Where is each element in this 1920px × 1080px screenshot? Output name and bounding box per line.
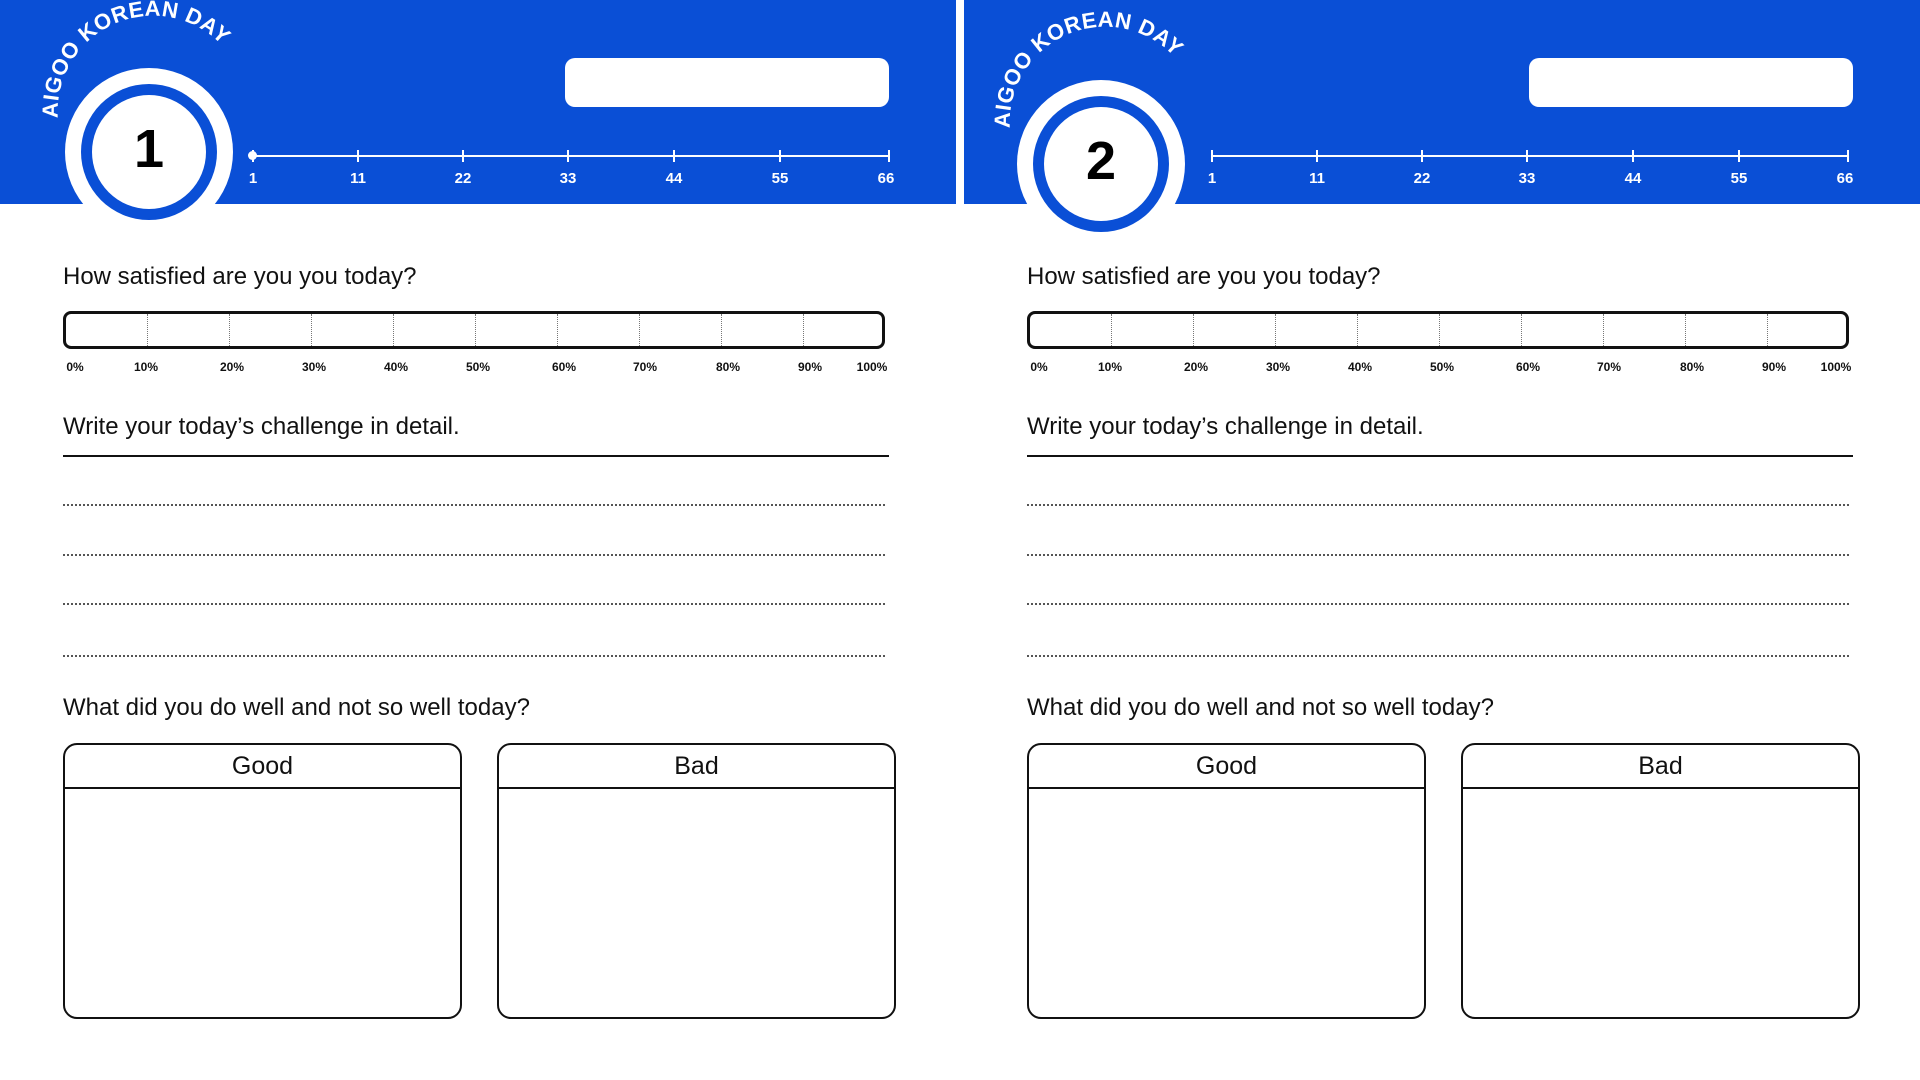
percent-label: 100% — [856, 360, 888, 374]
satisfaction-divider — [639, 314, 640, 346]
percent-label: 70% — [1596, 360, 1622, 374]
satisfaction-bar[interactable] — [63, 311, 885, 349]
timeline-label: 55 — [771, 170, 789, 187]
timeline-tick — [1421, 150, 1423, 162]
timeline-tick — [1632, 150, 1634, 162]
percent-label: 20% — [1183, 360, 1209, 374]
good-box[interactable] — [63, 743, 462, 1019]
percent-label: 60% — [1515, 360, 1541, 374]
header-banner — [0, 0, 956, 204]
journal-page-2 — [964, 0, 1920, 1080]
timeline-label: 22 — [454, 170, 472, 187]
writing-line[interactable] — [63, 655, 885, 657]
percent-label: 80% — [715, 360, 741, 374]
percent-label: 40% — [1347, 360, 1373, 374]
writing-line[interactable] — [1027, 603, 1849, 605]
good-box[interactable] — [1027, 743, 1426, 1019]
satisfaction-divider — [557, 314, 558, 346]
satisfaction-divider — [1357, 314, 1358, 346]
timeline-tick — [1738, 150, 1740, 162]
day-number: 1 — [133, 119, 165, 179]
reflection-prompt: What did you do well and not so well today? — [1027, 694, 1494, 721]
timeline-label: 1 — [1207, 170, 1217, 187]
bad-box-header: Bad — [499, 745, 894, 789]
day-badge — [964, 0, 1224, 250]
satisfaction-divider — [1603, 314, 1604, 346]
percent-label: 50% — [465, 360, 491, 374]
header-banner — [964, 0, 1920, 204]
satisfaction-divider — [1111, 314, 1112, 346]
satisfaction-divider — [229, 314, 230, 346]
satisfaction-divider — [147, 314, 148, 346]
timeline-label: 33 — [559, 170, 577, 187]
satisfaction-divider — [1275, 314, 1276, 346]
percent-label: 50% — [1429, 360, 1455, 374]
percent-label: 20% — [219, 360, 245, 374]
writing-line[interactable] — [63, 603, 885, 605]
timeline-label: 33 — [1518, 170, 1536, 187]
timeline-tick — [567, 150, 569, 162]
percent-label: 10% — [133, 360, 159, 374]
percent-label: 10% — [1097, 360, 1123, 374]
timeline-tick — [673, 150, 675, 162]
badge-arc-text: AIGOO KOREAN DAY — [37, 0, 236, 119]
day-timeline — [1207, 150, 1854, 190]
satisfaction-divider — [803, 314, 804, 346]
satisfaction-question: How satisfied are you you today? — [63, 263, 417, 290]
satisfaction-bar[interactable] — [1027, 311, 1849, 349]
timeline-label: 11 — [350, 170, 366, 187]
satisfaction-divider — [393, 314, 394, 346]
timeline-tick — [1211, 150, 1213, 162]
timeline-label: 66 — [1836, 170, 1854, 187]
writing-line[interactable] — [1027, 504, 1849, 506]
good-box-header: Good — [65, 745, 460, 789]
writing-line[interactable] — [1027, 655, 1849, 657]
day-timeline — [248, 150, 895, 190]
satisfaction-divider — [1521, 314, 1522, 346]
writing-line[interactable] — [63, 554, 885, 556]
bad-box[interactable] — [1461, 743, 1860, 1019]
percent-label: 0% — [66, 360, 84, 374]
percent-label: 100% — [1820, 360, 1852, 374]
timeline-tick — [1316, 150, 1318, 162]
journal-page-1 — [0, 0, 956, 1080]
timeline-tick — [252, 150, 254, 162]
timeline-tick — [462, 150, 464, 162]
timeline-tick — [1847, 150, 1849, 162]
reflection-prompt: What did you do well and not so well today? — [63, 694, 530, 721]
percent-label: 60% — [551, 360, 577, 374]
timeline-label: 55 — [1730, 170, 1748, 187]
bad-box[interactable] — [497, 743, 896, 1019]
timeline-label: 22 — [1413, 170, 1431, 187]
satisfaction-divider — [721, 314, 722, 346]
percent-label: 0% — [1030, 360, 1048, 374]
timeline-tick — [779, 150, 781, 162]
writing-line[interactable] — [63, 504, 885, 506]
timeline-label: 44 — [1624, 170, 1642, 187]
satisfaction-divider — [475, 314, 476, 346]
percent-label: 90% — [797, 360, 823, 374]
satisfaction-question: How satisfied are you you today? — [1027, 263, 1381, 290]
timeline-label: 11 — [1309, 170, 1325, 187]
timeline-label: 44 — [665, 170, 683, 187]
percent-label: 90% — [1761, 360, 1787, 374]
timeline-tick — [1526, 150, 1528, 162]
timeline-label: 1 — [248, 170, 258, 187]
timeline-line — [253, 155, 889, 157]
percent-label: 80% — [1679, 360, 1705, 374]
timeline-tick — [888, 150, 890, 162]
satisfaction-divider — [1685, 314, 1686, 346]
challenge-prompt: Write your today’s challenge in detail. — [1027, 413, 1424, 440]
challenge-underline — [63, 455, 889, 457]
satisfaction-divider — [1193, 314, 1194, 346]
percent-label: 40% — [383, 360, 409, 374]
satisfaction-divider — [311, 314, 312, 346]
timeline-label: 66 — [877, 170, 895, 187]
badge-arc-text: AIGOO KOREAN DAY — [989, 6, 1189, 129]
bad-box-header: Bad — [1463, 745, 1858, 789]
percent-label: 30% — [1265, 360, 1291, 374]
timeline-line — [1212, 155, 1848, 157]
day-number: 2 — [1085, 131, 1117, 191]
percent-label: 30% — [301, 360, 327, 374]
percent-label: 70% — [632, 360, 658, 374]
challenge-prompt: Write your today’s challenge in detail. — [63, 413, 460, 440]
name-input-box[interactable] — [1529, 58, 1853, 107]
satisfaction-divider — [1439, 314, 1440, 346]
challenge-underline — [1027, 455, 1853, 457]
writing-line[interactable] — [1027, 554, 1849, 556]
name-input-box[interactable] — [565, 58, 889, 107]
good-box-header: Good — [1029, 745, 1424, 789]
satisfaction-divider — [1767, 314, 1768, 346]
timeline-tick — [357, 150, 359, 162]
